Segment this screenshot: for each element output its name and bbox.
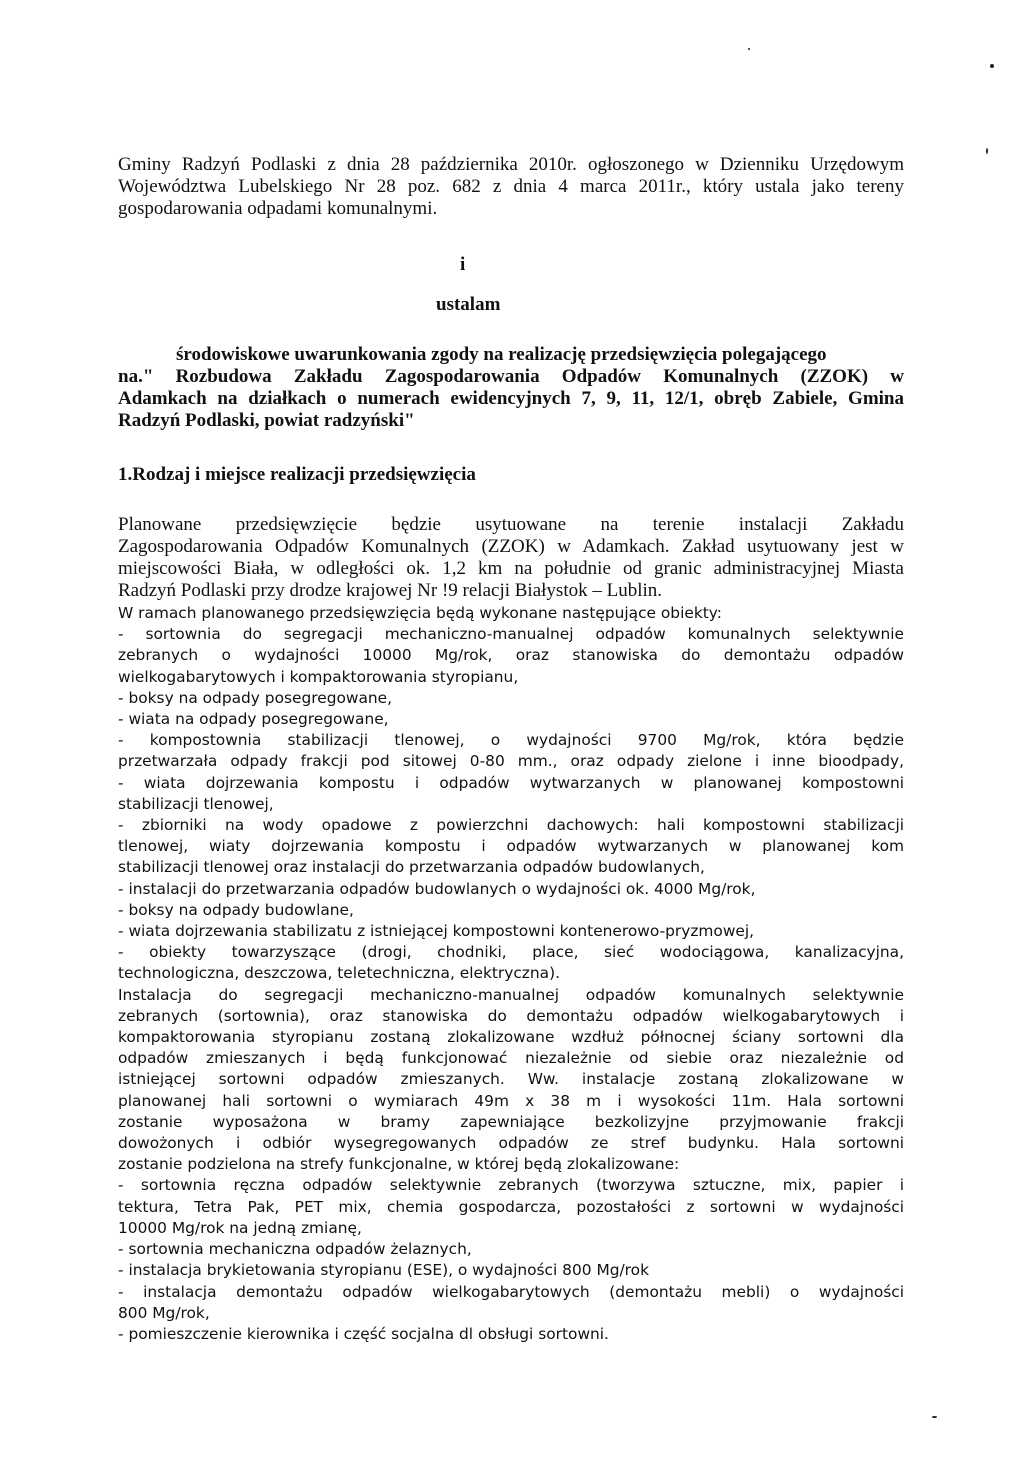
objects-line: - sortownia do segregacji mechaniczno-manualnej odpadów komunalnych selektywnie xyxy=(118,625,904,644)
objects-line: wielkogabarytowych i kompaktorowania styropianu, xyxy=(118,667,519,686)
location-line: Planowane przedsięwzięcie będzie usytuowane na terenie instalacji Zakładu xyxy=(118,514,904,535)
heading-line: na." Rozbudowa Zakładu Zagospodarowania Odpadów Komunalnych (ZZOK) w xyxy=(118,366,904,387)
objects-line: planowanej hali sortowni o wymiarach 49m x 38 m i wysokości 11m. Hala sortowni xyxy=(118,1091,904,1110)
objects-section xyxy=(118,603,904,1345)
objects-line: - instalacja demontażu odpadów wielkogabarytowych (demontażu mebli) o wydajności xyxy=(118,1282,904,1301)
decision-word: ustalam xyxy=(436,294,501,315)
objects-line: - boksy na odpady posegregowane, xyxy=(118,688,393,707)
intro-line: gospodarowania odpadami komunalnymi. xyxy=(118,198,438,219)
scan-speck xyxy=(990,64,994,68)
objects-line: 10000 Mg/rok na jedną zmianę, xyxy=(118,1218,362,1237)
objects-line: - instalacja brykietowania styropianu (ESE), o wydajności 800 Mg/rok xyxy=(118,1261,649,1280)
location-line: miejscowości Biała, w odległości ok. 1,2 km na południe od granic administracyjnej Miasta xyxy=(118,558,904,579)
intro-paragraph xyxy=(118,154,904,220)
conjunction-word: i xyxy=(460,254,466,275)
objects-line: zostanie wyposażona w bramy zapewniające bezkolizyjne przyjmowanie frakcji xyxy=(118,1112,904,1131)
intro-line: Gminy Radzyń Podlaski z dnia 28 października 2010r. ogłoszonego w Dzienniku Urzędowym xyxy=(118,154,904,175)
objects-line: 800 Mg/rok, xyxy=(118,1303,210,1322)
location-paragraph xyxy=(118,514,904,602)
objects-line: tektura, Tetra Pak, PET mix, chemia gospodarcza, pozostałości z sortowni w wydajności xyxy=(118,1197,904,1216)
heading-line: Adamkach na działkach o numerach ewidencyjnych 7, 9, 11, 12/1, obręb Zabiele, Gmina xyxy=(118,388,904,409)
objects-line: W ramach planowanego przedsięwzięcia będą wykonane następujące obiekty: xyxy=(118,604,722,622)
objects-line: stabilizacji tlenowej, xyxy=(118,794,274,813)
scan-speck xyxy=(986,148,988,154)
decision-heading xyxy=(118,344,904,432)
objects-line: tlenowej, wiaty dojrzewania kompostu i odpadów wytwarzanych w planowanej kom xyxy=(118,837,904,856)
objects-line: zebranych (sortownia), oraz stanowiska do demontażu odpadów wielkogabarytowych i xyxy=(118,1006,904,1025)
objects-line: kompaktorowania styropianu zostaną zlokalizowane wzdłuż północnej ściany sortowni dla xyxy=(118,1028,904,1047)
objects-line: - sortownia mechaniczna odpadów żelaznych, xyxy=(118,1240,472,1259)
objects-line: - obiekty towarzyszące (drogi, chodniki, place, sieć wodociągowa, kanalizacyjna, xyxy=(118,943,904,962)
objects-line: Instalacja do segregacji mechaniczno-manualnej odpadów komunalnych selektywnie xyxy=(118,985,904,1004)
objects-line: dowożonych i odbiór wysegregowanych odpadów ze stref budynku. Hala sortowni xyxy=(118,1134,904,1153)
objects-line: - sortownia ręczna odpadów selektywnie zebranych (tworzywa sztuczne, mix, papier i xyxy=(118,1176,904,1195)
objects-line: zostanie podzielona na strefy funkcjonalne, w której będą zlokalizowane: xyxy=(118,1155,680,1174)
objects-line: odpadów zmieszanych i będą funkcjonować niezależnie od siebie oraz niezależnie od xyxy=(118,1049,904,1068)
heading-line: Radzyń Podlaski, powiat radzyński" xyxy=(118,410,415,431)
objects-line: - zbiorniki na wody opadowe z powierzchni dachowych: hali kompostowni stabilizacji xyxy=(118,816,904,835)
location-line: Zagospodarowania Odpadów Komunalnych (ZZOK) w Adamkach. Zakład usytuowany jest w xyxy=(118,536,904,557)
objects-line: - wiata na odpady posegregowane, xyxy=(118,710,389,729)
objects-line: technologiczna, deszczowa, teletechniczna, elektryczna). xyxy=(118,964,560,983)
objects-line: - pomieszczenie kierownika i część socjalna dl obsługi sortowni. xyxy=(118,1324,609,1343)
objects-line: zebranych o wydajności 10000 Mg/rok, oraz stanowiska do demontażu odpadów xyxy=(118,646,904,665)
scan-speck xyxy=(748,48,750,50)
objects-line: - wiata dojrzewania stabilizatu z istniejącej kompostowni kontenerowo-pryzmowej, xyxy=(118,922,755,941)
objects-line: przetwarzała odpady frakcji pod sitowej 0-80 mm., oraz odpady zielone i inne bioodpady, xyxy=(118,752,904,771)
location-line: Radzyń Podlaski przy drodze krajowej Nr !9 relacji Białystok – Lublin. xyxy=(118,580,663,601)
objects-line: - boksy na odpady budowlane, xyxy=(118,900,354,919)
section-title: 1.Rodzaj i miejsce realizacji przedsięwzięcia xyxy=(118,464,476,485)
objects-line: istniejącej sortowni odpadów zmieszanych. Ww. instalacje zostaną zlokalizowane w xyxy=(118,1070,904,1089)
objects-line: - instalacji do przetwarzania odpadów budowlanych o wydajności ok. 4000 Mg/rok, xyxy=(118,879,756,898)
heading-line: środowiskowe uwarunkowania zgody na realizację przedsięwzięcia polegającego xyxy=(176,344,827,365)
objects-line: - kompostownia stabilizacji tlenowej, o wydajności 9700 Mg/rok, która będzie xyxy=(118,731,904,750)
objects-line: stabilizacji tlenowej oraz instalacji do przetwarzania odpadów budowlanych, xyxy=(118,858,705,877)
intro-line: Województwa Lubelskiego Nr 28 poz. 682 z dnia 4 marca 2011r., który ustala jako tereny xyxy=(118,176,904,197)
objects-line: - wiata dojrzewania kompostu i odpadów wytwarzanych w planowanej kompostowni xyxy=(118,773,904,792)
scan-speck xyxy=(932,1416,937,1418)
